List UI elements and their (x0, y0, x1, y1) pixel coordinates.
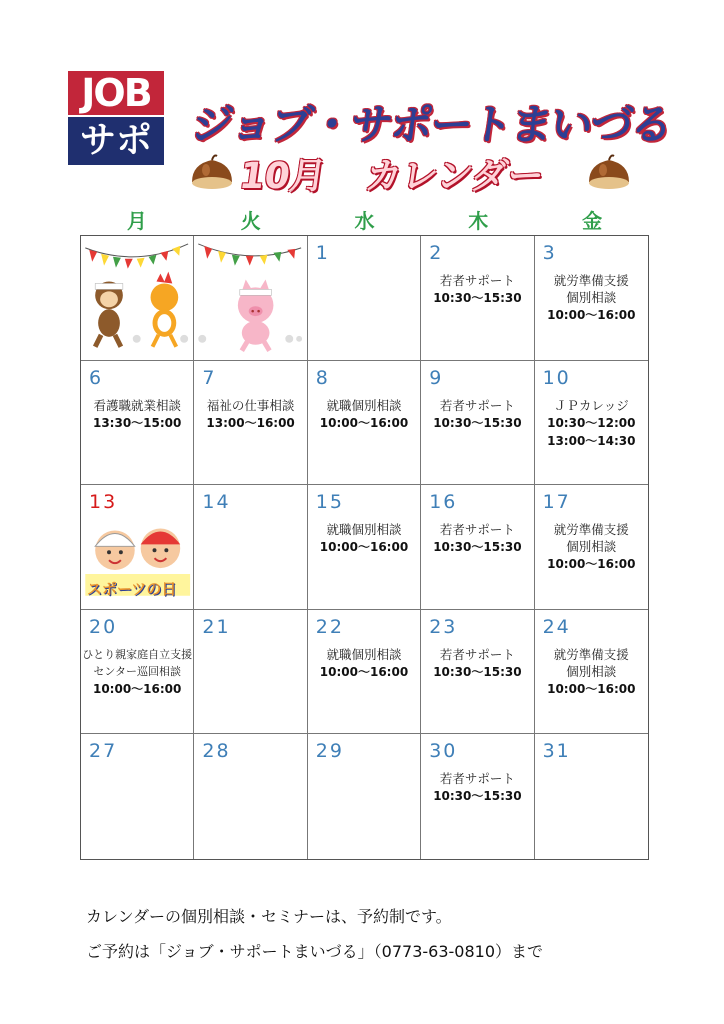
day-number: 20 (89, 615, 118, 638)
weekday-wed: 水 (354, 209, 375, 233)
calendar-cell (535, 361, 648, 486)
event-block (308, 521, 420, 556)
calendar-cell (194, 610, 307, 735)
event-block (81, 397, 193, 432)
month-label: 10月 (236, 156, 329, 197)
event-time: 10:00～16:00 (319, 664, 409, 679)
day-number: 15 (315, 491, 344, 514)
event-title: 就労準備支援 (553, 646, 629, 662)
calendar-cell (81, 610, 194, 735)
calendar-cell (194, 734, 307, 859)
weekday-mon: 月 (126, 209, 147, 233)
event-time: 10:00～16:00 (319, 540, 409, 555)
day-number: 8 (315, 366, 330, 389)
event-title: 就職個別相談 (326, 646, 402, 662)
page-title: ジョブ・サポートまいづる (188, 100, 675, 149)
calendar-cell (535, 236, 648, 361)
day-number: 27 (89, 740, 118, 763)
event-time: 10:30～15:30 (433, 415, 522, 430)
calendar-subtitle (236, 148, 547, 199)
weekday-fri: 金 (582, 209, 603, 233)
event-title: 就労準備支援 (553, 522, 629, 538)
calendar-cell (194, 361, 307, 486)
day-number: 7 (202, 366, 217, 389)
day-number: 14 (202, 491, 231, 514)
event-title: 若者サポート (439, 522, 515, 538)
event-time: 13:30～15:00 (92, 415, 182, 430)
day-number: 3 (542, 242, 557, 264)
event-block (194, 397, 306, 432)
event-block (421, 397, 533, 432)
calendar-label: カレンダー (362, 156, 547, 197)
event-time: 13:00～14:30 (547, 433, 636, 448)
event-time: 10:00～16:00 (547, 681, 636, 696)
calendar-cell (421, 236, 534, 361)
event-block (535, 272, 648, 324)
calendar-cell (194, 485, 307, 610)
day-number: 24 (542, 615, 571, 638)
illustration-text: スポーツの日 (87, 579, 177, 598)
event-title: 就労準備支援 (553, 273, 629, 288)
event-title: 就職個別相談 (326, 397, 402, 413)
logo-top: JOB (68, 71, 164, 115)
event-title-2: 個別相談 (566, 290, 617, 305)
calendar-cell (81, 361, 194, 486)
event-block (421, 521, 533, 556)
event-block (535, 646, 648, 698)
weekday-thu: 木 (468, 209, 489, 233)
day-number: 6 (89, 366, 104, 389)
event-block (421, 272, 533, 307)
event-time: 10:30～12:00 (547, 415, 636, 430)
pig-illustration (194, 236, 306, 360)
event-title: 若者サポート (439, 273, 515, 288)
event-time: 10:30～15:30 (433, 291, 522, 305)
event-title: 若者サポート (439, 771, 515, 787)
reservation-note: カレンダーの個別相談・セミナーは、予約制です。 (86, 907, 452, 926)
calendar-grid (80, 235, 649, 860)
calendar-cell (535, 734, 648, 859)
event-title: ひとり親家庭自立支援 (82, 647, 193, 661)
calendar-cell (535, 610, 648, 735)
day-number: 17 (542, 491, 571, 514)
calendar-cell (421, 361, 534, 486)
day-number: 22 (315, 615, 344, 638)
event-title-2: センター巡回相談 (93, 664, 181, 678)
event-title: 福祉の仕事相談 (206, 397, 295, 413)
day-number: 13 (89, 491, 118, 514)
calendar-cell (81, 734, 194, 859)
logo-bottom: サポ (68, 115, 164, 165)
event-time: 10:00～16:00 (319, 415, 409, 430)
calendar-cell (194, 236, 307, 361)
day-number: 23 (429, 615, 458, 638)
event-block (421, 646, 533, 681)
calendar-cell (308, 610, 421, 735)
event-block (535, 521, 648, 573)
event-title-2: 個別相談 (566, 539, 617, 555)
event-title: 若者サポート (439, 397, 515, 413)
reservation-contact: ご予約は「ジョブ・サポートまいづる」（0773-63-0810）まで (86, 942, 544, 961)
day-number: 21 (202, 615, 231, 638)
calendar-cell (308, 236, 421, 361)
monkey-rooster-illustration (81, 236, 193, 360)
day-number: 10 (542, 366, 571, 389)
day-number: 9 (429, 366, 444, 389)
event-block (81, 646, 193, 698)
chestnut-icon (585, 152, 633, 192)
day-number: 30 (429, 740, 458, 763)
chestnut-icon (188, 152, 236, 192)
event-title: 就職個別相談 (326, 522, 402, 538)
event-time: 10:00～16:00 (547, 557, 636, 572)
calendar-cell (421, 485, 534, 610)
calendar-cell (421, 734, 534, 859)
event-title: ＪＰカレッジ (553, 397, 629, 413)
day-number: 29 (315, 740, 344, 763)
weekday-header (80, 205, 649, 233)
event-block (421, 770, 533, 805)
event-time: 13:00～16:00 (206, 415, 295, 430)
event-time: 10:30～15:30 (433, 540, 522, 555)
event-time: 10:30～15:30 (433, 789, 522, 804)
day-number: 1 (315, 242, 330, 264)
calendar-cell (308, 361, 421, 486)
calendar-cell (308, 485, 421, 610)
event-block (308, 646, 420, 681)
calendar-cell (421, 610, 534, 735)
calendar-cell (81, 485, 194, 610)
calendar-cell (535, 485, 648, 610)
event-time: 10:00～16:00 (92, 681, 182, 696)
event-title-2: 個別相談 (566, 663, 617, 679)
event-time: 10:30～15:30 (433, 664, 522, 679)
logo (68, 71, 164, 163)
day-number: 2 (429, 242, 444, 264)
event-block (535, 397, 648, 450)
event-title: 看護職就業相談 (93, 397, 181, 413)
calendar-cell (81, 236, 194, 361)
calendar-cell (308, 734, 421, 859)
day-number: 28 (202, 740, 231, 763)
event-time: 10:00～16:00 (547, 308, 636, 322)
day-number: 16 (429, 491, 458, 514)
event-block (308, 397, 420, 432)
weekday-tue: 火 (240, 209, 261, 233)
event-title: 若者サポート (439, 646, 515, 662)
day-number: 31 (542, 740, 571, 763)
